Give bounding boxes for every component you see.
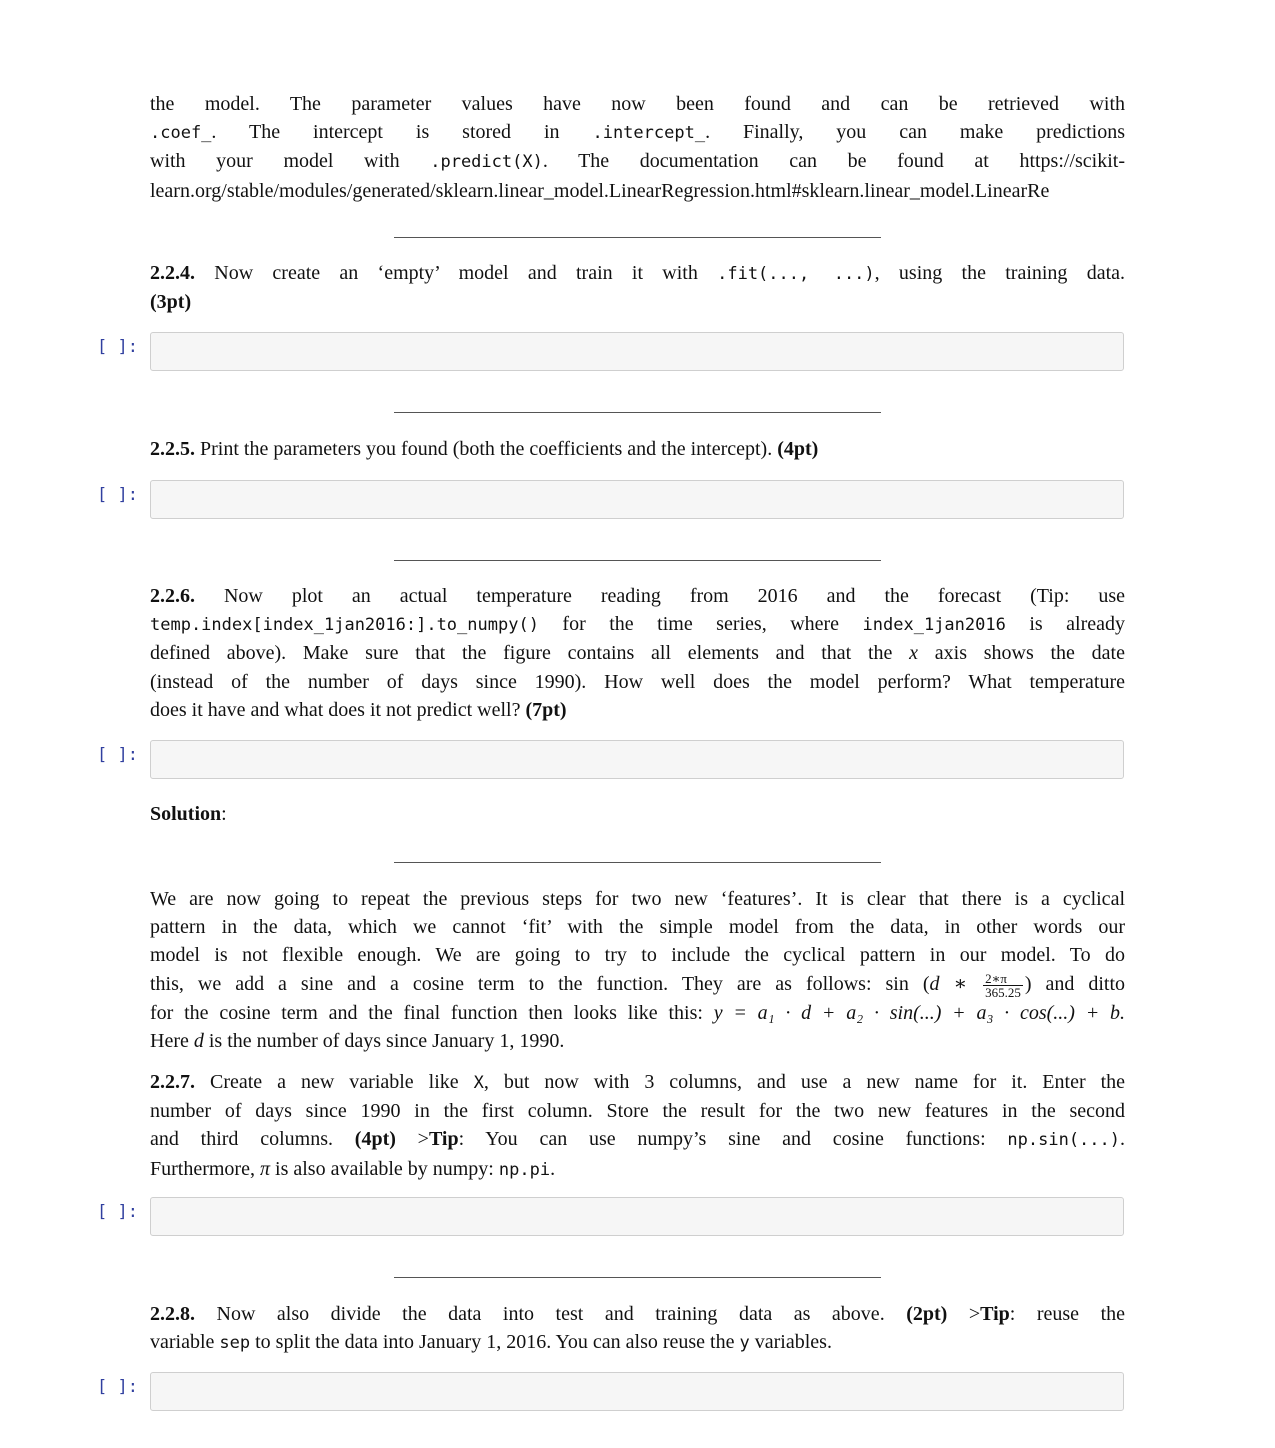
points-badge: (3pt) [150,291,192,314]
cell-prompt: [ ]: [97,1202,138,1222]
section-divider [394,1277,881,1278]
documentation-link[interactable]: learn.org/stable/modules/generated/sklearn.linear_model.LinearRegression.html#sklearn.linear_model.LinearRe [150,179,1050,202]
features-paragraph: We are now going to repeat the previous steps for two new ‘features’. It is clear that there is a cyclical pattern in the data, which we cannot ‘fit’ with the simple model from the data, in other words our model is not flexible enough. We are going to try to include the cyclical pattern in our model. To do this, we add a sine and a cosine term to the function. They are as follows: sin (d ∗ $\frac{2∗\pi}{365.25}$ ) and ditto for the cosine term and the final function then looks like this: y = a₁ · d + a₂ · sin(...) + a₃ · cos(...) + b. Here d is the number of days since January 1, 1990. [150,888,1126,1052]
model-formula: y = a₁ · d + a₂ · sin(...) + a₃ · cos(...) + b. [713,1001,1125,1024]
solution-heading: Solution: [150,803,227,825]
points-badge: (4pt) [354,1128,396,1151]
section-divider [394,862,881,863]
intro-paragraph: the model. The parameter values have now been found and can be retrieved with .coef_. The intercept is stored in .intercept_. Finally, you can make predictions with your model with .predict(X). The documentation can be found at https://scikit- learn.org/stable/modules/generated/sklearn.linear_model.LinearRegression.html#sklearn.linear_model.LinearRe [150,90,1125,205]
question-2-2-4: 2.2.4. Now create an ‘empty’ model and train it with .fit(..., ...), using the training data. (3pt) [150,262,1126,314]
cell-prompt: [ ]: [97,1377,138,1397]
cell-prompt: [ ]: [97,485,138,505]
question-2-2-6: 2.2.6. Now plot an actual temperature reading from 2016 and the forecast (Tip: use temp.index[index_1jan2016:].to_numpy() for the time series, where index_1jan2016 is already defined above). Make sure that the figure contains all elements and that the x axis shows the date (instead of the number of days since 1990). How well does the model perform? What temperature does it have and what does it not predict well? (7pt) [150,585,1126,721]
section-divider [394,412,881,413]
points-badge: (4pt) [777,438,819,460]
section-divider [394,560,881,561]
cell-prompt: [ ]: [97,337,138,357]
question-2-2-5: 2.2.5. Print the parameters you found (both the coefficients and the intercept). (4pt) [150,438,819,460]
points-badge: (2pt) [906,1303,948,1325]
predict-code: .predict(X) [430,152,543,173]
intro-line-1: the model. The parameter values have now been found and can be retrieved with [150,93,1125,115]
fit-code: .fit(..., ...) [717,264,875,284]
code-cell-2-2-4[interactable] [150,332,1124,371]
temp-index-code: temp.index[index_1jan2016:].to_numpy() [150,615,539,636]
cell-prompt: [ ]: [97,745,138,765]
question-2-2-8: 2.2.8. Now also divide the data into test and training data as above. (2pt) >Tip: reuse the variable sep to split the data into January 1, 2016. You can also reuse the y variables. [150,1303,1126,1354]
question-2-2-7: 2.2.7. Create a new variable like X, but now with 3 columns, and use a new name for it. Enter the number of days since 1990 in the first column. Store the result for the two new features in the second and third columns. (4pt) >Tip: You can use numpy’s sine and cosine functions: np.sin(...). Furthermore, π is also available by numpy: np.pi. [150,1071,1126,1180]
index-1jan2016-code: index_1jan2016 [862,615,1006,636]
code-cell-2-2-8[interactable] [150,1372,1124,1411]
fraction: $\frac{2∗\pi}{365.25}$ [985,970,1021,1000]
code-cell-2-2-7[interactable] [150,1197,1124,1236]
section-divider [394,237,881,238]
coef-code: .coef_ [150,123,212,144]
code-cell-2-2-5[interactable] [150,480,1124,519]
code-cell-2-2-6[interactable] [150,740,1124,779]
points-badge: (7pt) [525,698,567,721]
intercept-code: .intercept_ [592,123,706,144]
